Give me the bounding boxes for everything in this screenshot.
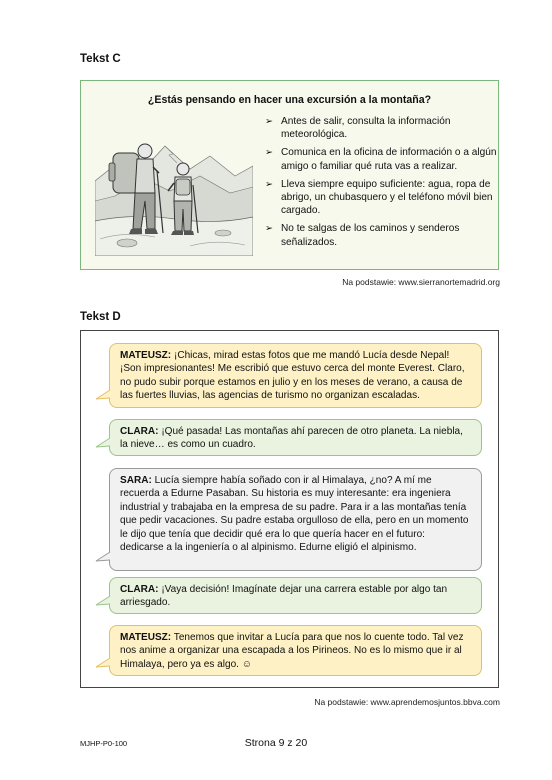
chat-bubble-sara: [109, 468, 482, 571]
message-text: ¡Vaya decisión! Imagínate dejar una carrera estable por algo tan arriesgado.: [120, 584, 448, 609]
message-text: Lucía siempre había soñado con ir al Himalaya, ¿no? A mí me recuerda a Edurne Pasaban. Su historia es muy interesante: era ingeniera industrial y trabajaba en la empresa de su padre. Para ir a las montañas tenía que pedir vacaciones. Su padre estaba orgulloso de ella, pero en un momento le dijo que tenía que decidir qué era lo que quería hacer en el futuro: dedicarse a la ingeniería o al alpinismo. Edurne eligió el alpinismo.: [120, 475, 469, 554]
bubble-tail: [95, 657, 111, 671]
page-number: Strona 9 z 20: [244, 737, 308, 749]
chat-bubble-mateusz: [109, 625, 482, 676]
tip-text: Lleva siempre equipo suficiente: agua, ropa de abrigo, un chubasquero y el teléfono móvil bien cargado.: [281, 178, 493, 217]
chat-bubble-clara: [109, 577, 482, 614]
tip-text: Antes de salir, consulta la información meteorológica.: [281, 116, 451, 141]
bubble-tail: [95, 389, 111, 403]
tip-text: No te salgas de los caminos y senderos señalizados.: [281, 223, 460, 248]
bubble-tail: [95, 551, 111, 565]
tip-item: [265, 178, 497, 218]
arrow-right-icon: ➢: [265, 147, 273, 159]
tip-item: [265, 146, 497, 172]
message-text: ¡Chicas, mirad estas fotos que me mandó Lucía desde Nepal! ¡Son impresionantes! Me escribió que estuvo cerca del monte Everest. Claro, no pudo subir porque estamos en julio y en los meses de verano, a causa de las fuertes lluvias, las agencias de turismo no organizan escaladas.: [120, 350, 465, 402]
text-c-box: [80, 80, 499, 270]
tips-list: [265, 115, 497, 254]
hikers-illustration: [95, 121, 253, 256]
chat-bubble-clara: [109, 419, 482, 456]
tip-item: [265, 115, 497, 141]
text-d-label: Tekst D: [80, 311, 121, 323]
arrow-right-icon: ➢: [265, 178, 273, 190]
speaker-name: MATEUSZ:: [120, 632, 172, 643]
arrow-right-icon: ➢: [265, 223, 273, 235]
text-d-source: Na podstawie: www.aprendemosjuntos.bbva.com: [314, 697, 500, 707]
text-d-box: [80, 330, 499, 688]
bubble-tail: [95, 595, 111, 609]
message-text: ¡Qué pasada! Las montañas ahí parecen de otro planeta. La niebla, la nieve… es como un cuadro.: [120, 426, 463, 451]
speaker-name: CLARA:: [120, 584, 159, 595]
footer-code: MJHP-P0-100: [80, 739, 128, 748]
message-text: Tenemos que invitar a Lucía para que nos lo cuente todo. Tal vez nos anime a organizar una escapada a los Pirineos. No es lo mismo que ir al Himalaya, pero ya es algo.: [120, 632, 464, 670]
speaker-name: MATEUSZ:: [120, 350, 172, 361]
tip-text: Comunica en la oficina de información o a algún amigo o familiar qué ruta vas a realizar.: [281, 147, 497, 172]
text-c-heading: ¿Estás pensando en hacer una excursión a la montaña?: [147, 94, 432, 106]
arrow-right-icon: ➢: [265, 116, 273, 127]
speaker-name: CLARA:: [120, 426, 159, 437]
speaker-name: SARA:: [120, 475, 152, 486]
smiley-icon: ☺: [241, 658, 253, 670]
text-c-label: Tekst C: [80, 53, 121, 65]
text-c-source: Na podstawie: www.sierranortemadrid.org: [342, 277, 500, 287]
bubble-tail: [95, 437, 111, 451]
chat-bubble-mateusz: [109, 343, 482, 408]
tip-item: [265, 222, 497, 248]
